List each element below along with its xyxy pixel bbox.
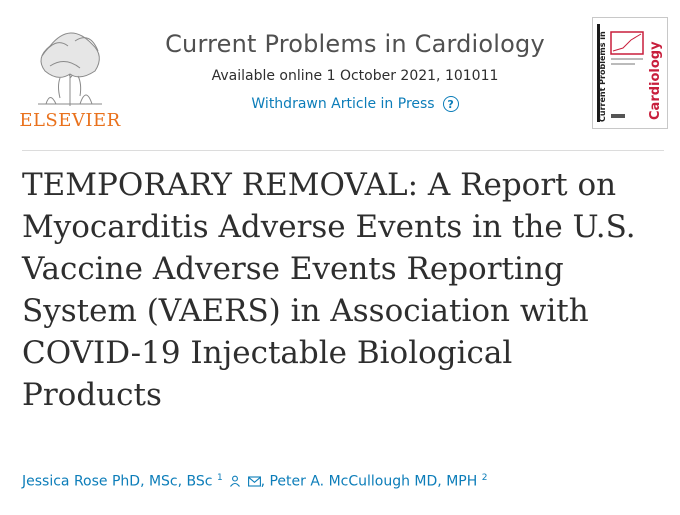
author-link[interactable]: Peter A. McCullough MD, MPH	[269, 473, 478, 490]
journal-name[interactable]: Current Problems in Cardiology	[165, 30, 545, 58]
author-link[interactable]: Jessica Rose PhD, MSc, BSc	[22, 473, 213, 490]
elsevier-wordmark: ELSEVIER	[19, 110, 121, 131]
author-list	[22, 473, 662, 490]
affiliation-marker[interactable]: 1	[216, 473, 223, 483]
cover-journal-text: Current Problems in	[598, 31, 607, 122]
affiliation-marker[interactable]: 2	[481, 473, 488, 483]
withdrawn-label[interactable]: Withdrawn Article in Press	[251, 96, 435, 112]
person-icon[interactable]	[229, 475, 241, 487]
withdrawn-article-link[interactable]	[251, 96, 458, 112]
article-header	[0, 0, 680, 150]
elsevier-tree-icon	[20, 16, 120, 108]
journal-cover-thumbnail[interactable]	[592, 17, 668, 129]
availability-line: Available online 1 October 2021, 101011	[211, 68, 499, 84]
author-separator: ,	[260, 473, 270, 490]
header-divider	[22, 150, 664, 151]
question-circle-icon[interactable]: ?	[443, 96, 459, 112]
journal-info	[130, 30, 580, 112]
elsevier-logo[interactable]	[16, 16, 124, 134]
article-title: TEMPORARY REMOVAL: A Report on Myocarditis Adverse Events in the U.S. Vaccine Adverse Events Reporting System (VAERS) in Association with COVID-19 Injectable Biological Products	[22, 167, 636, 413]
envelope-icon[interactable]	[248, 476, 261, 487]
cover-subject-text: Cardiology	[648, 41, 663, 120]
